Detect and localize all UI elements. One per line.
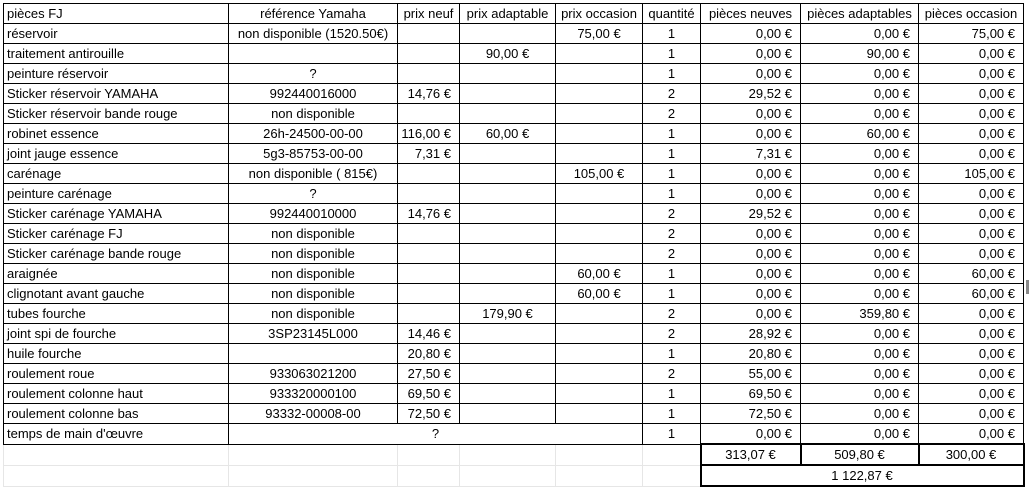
cell-total-new[interactable]: 7,31 € bbox=[701, 144, 801, 164]
cell-price-new[interactable]: 20,80 € bbox=[398, 344, 460, 364]
cell-total-used[interactable]: 0,00 € bbox=[919, 244, 1024, 264]
cell-total-new[interactable]: 0,00 € bbox=[701, 244, 801, 264]
cell-quantity[interactable]: 1 bbox=[643, 264, 701, 284]
cell-price-new[interactable] bbox=[398, 284, 460, 304]
cell-total-used[interactable]: 105,00 € bbox=[919, 164, 1024, 184]
cell-total-used[interactable]: 0,00 € bbox=[919, 404, 1024, 424]
cell-total-used[interactable]: 0,00 € bbox=[919, 364, 1024, 384]
cell-reference[interactable]: non disponible bbox=[229, 304, 398, 324]
cell-total-new[interactable]: 29,52 € bbox=[701, 204, 801, 224]
table-row bbox=[4, 264, 1024, 284]
cell-total-new[interactable]: 0,00 € bbox=[701, 284, 801, 304]
cell-total-adapt[interactable]: 0,00 € bbox=[801, 424, 919, 445]
cell-reference[interactable]: non disponible bbox=[229, 224, 398, 244]
cell-price-used[interactable]: 75,00 € bbox=[556, 24, 643, 44]
cell-price-new[interactable]: 14,46 € bbox=[398, 324, 460, 344]
cell-total-new[interactable]: 0,00 € bbox=[701, 224, 801, 244]
cell-reference[interactable]: 992440016000 bbox=[229, 84, 398, 104]
cell-quantity[interactable]: 1 bbox=[643, 44, 701, 64]
cell-total-adapt[interactable]: 0,00 € bbox=[801, 344, 919, 364]
cell-quantity[interactable]: 1 bbox=[643, 404, 701, 424]
cell-total-used[interactable]: 0,00 € bbox=[919, 64, 1024, 84]
cell-total-adapt[interactable]: 0,00 € bbox=[801, 84, 919, 104]
empty-cell[interactable] bbox=[398, 465, 460, 486]
cell-total-adapt[interactable]: 0,00 € bbox=[801, 324, 919, 344]
cell-quantity[interactable]: 2 bbox=[643, 84, 701, 104]
empty-cell[interactable] bbox=[460, 465, 556, 486]
cell-total-used[interactable]: 0,00 € bbox=[919, 424, 1024, 445]
cell-quantity[interactable]: 2 bbox=[643, 304, 701, 324]
cell-piece[interactable]: peinture carénage bbox=[4, 184, 229, 204]
cell-piece[interactable]: roulement colonne bas bbox=[4, 404, 229, 424]
cell-price-adapt[interactable] bbox=[460, 64, 556, 84]
cell-total-new[interactable]: 69,50 € bbox=[701, 384, 801, 404]
cell-piece[interactable]: Sticker carénage YAMAHA bbox=[4, 204, 229, 224]
cell-price-adapt[interactable]: 60,00 € bbox=[460, 124, 556, 144]
cell-quantity[interactable]: 1 bbox=[643, 24, 701, 44]
cell-price-new[interactable] bbox=[398, 24, 460, 44]
cell-quantity[interactable]: 1 bbox=[643, 424, 701, 445]
cell-reference[interactable]: non disponible (1520.50€) bbox=[229, 24, 398, 44]
total-new-sum[interactable]: 313,07 € bbox=[701, 444, 801, 465]
cell-price-new[interactable] bbox=[398, 104, 460, 124]
cell-price-adapt[interactable] bbox=[460, 284, 556, 304]
empty-cell[interactable] bbox=[398, 444, 460, 465]
cell-price-adapt[interactable] bbox=[460, 264, 556, 284]
table-row bbox=[4, 184, 1024, 204]
cell-reference[interactable]: 26h-24500-00-00 bbox=[229, 124, 398, 144]
cell-reference[interactable]: 93332-00008-00 bbox=[229, 404, 398, 424]
cell-price-new[interactable]: 116,00 € bbox=[398, 124, 460, 144]
cell-total-used[interactable]: 0,00 € bbox=[919, 304, 1024, 324]
cell-price-new[interactable] bbox=[398, 304, 460, 324]
table-row bbox=[4, 104, 1024, 124]
cell-price-used[interactable] bbox=[556, 144, 643, 164]
cell-total-used[interactable]: 75,00 € bbox=[919, 24, 1024, 44]
cell-price-new[interactable]: 72,50 € bbox=[398, 404, 460, 424]
cell-reference[interactable]: 933063021200 bbox=[229, 364, 398, 384]
cell-quantity[interactable]: 1 bbox=[643, 184, 701, 204]
cell-reference[interactable]: non disponible bbox=[229, 284, 398, 304]
cell-total-adapt[interactable]: 60,00 € bbox=[801, 124, 919, 144]
cell-total-new[interactable]: 0,00 € bbox=[701, 164, 801, 184]
cell-total-adapt[interactable]: 359,80 € bbox=[801, 304, 919, 324]
cell-price-adapt[interactable] bbox=[460, 24, 556, 44]
empty-cell[interactable] bbox=[4, 465, 229, 486]
cell-price-used[interactable]: 105,00 € bbox=[556, 164, 643, 184]
cell-total-used[interactable]: 0,00 € bbox=[919, 384, 1024, 404]
cell-piece[interactable]: roulement roue bbox=[4, 364, 229, 384]
cell-price-used[interactable] bbox=[556, 304, 643, 324]
cell-price-used[interactable] bbox=[556, 364, 643, 384]
cell-price-new[interactable] bbox=[398, 184, 460, 204]
total-used-sum[interactable]: 300,00 € bbox=[919, 444, 1024, 465]
grand-total-sum[interactable]: 1 122,87 € bbox=[701, 465, 1024, 486]
cell-total-adapt[interactable]: 0,00 € bbox=[801, 24, 919, 44]
cell-reference[interactable]: 933320000100 bbox=[229, 384, 398, 404]
cell-price-used[interactable] bbox=[556, 404, 643, 424]
cell-total-adapt[interactable]: 0,00 € bbox=[801, 204, 919, 224]
header-price-new[interactable]: prix neuf bbox=[398, 4, 460, 24]
table-row bbox=[4, 124, 1024, 144]
cell-quantity[interactable]: 1 bbox=[643, 164, 701, 184]
cell-price-adapt[interactable]: 90,00 € bbox=[460, 44, 556, 64]
cell-quantity[interactable]: 2 bbox=[643, 204, 701, 224]
cell-price-new[interactable] bbox=[398, 64, 460, 84]
header-price-adapt[interactable]: prix adaptable bbox=[460, 4, 556, 24]
cell-price-new[interactable] bbox=[398, 164, 460, 184]
cell-total-new[interactable]: 0,00 € bbox=[701, 44, 801, 64]
cell-price-new[interactable]: 14,76 € bbox=[398, 204, 460, 224]
cell-total-used[interactable]: 60,00 € bbox=[919, 264, 1024, 284]
cell-price-used[interactable] bbox=[556, 184, 643, 204]
cell-total-new[interactable]: 0,00 € bbox=[701, 64, 801, 84]
total-adapt-sum[interactable]: 509,80 € bbox=[801, 444, 919, 465]
header-quantity[interactable]: quantité bbox=[643, 4, 701, 24]
cell-price-adapt[interactable]: 179,90 € bbox=[460, 304, 556, 324]
cell-quantity[interactable]: 2 bbox=[643, 324, 701, 344]
cell-piece[interactable]: tubes fourche bbox=[4, 304, 229, 324]
table-row bbox=[4, 404, 1024, 424]
table-row bbox=[4, 144, 1024, 164]
cell-piece[interactable]: joint jauge essence bbox=[4, 144, 229, 164]
table-row bbox=[4, 304, 1024, 324]
cell-quantity[interactable]: 1 bbox=[643, 124, 701, 144]
cell-price-new[interactable]: 69,50 € bbox=[398, 384, 460, 404]
cell-total-adapt[interactable]: 0,00 € bbox=[801, 164, 919, 184]
cell-total-adapt[interactable]: 0,00 € bbox=[801, 144, 919, 164]
cell-total-adapt[interactable]: 0,00 € bbox=[801, 264, 919, 284]
cell-total-used[interactable]: 0,00 € bbox=[919, 204, 1024, 224]
cell-total-adapt[interactable]: 0,00 € bbox=[801, 104, 919, 124]
cell-total-used[interactable]: 0,00 € bbox=[919, 44, 1024, 64]
cell-quantity[interactable]: 2 bbox=[643, 104, 701, 124]
header-price-used[interactable]: prix occasion bbox=[556, 4, 643, 24]
cell-total-adapt[interactable]: 0,00 € bbox=[801, 384, 919, 404]
table-row bbox=[4, 44, 1024, 64]
cell-price-new[interactable]: 27,50 € bbox=[398, 364, 460, 384]
table-row bbox=[4, 164, 1024, 184]
cell-reference[interactable]: 5g3-85753-00-00 bbox=[229, 144, 398, 164]
cell-piece[interactable]: joint spi de fourche bbox=[4, 324, 229, 344]
cell-price-adapt[interactable] bbox=[460, 84, 556, 104]
cell-total-new[interactable]: 20,80 € bbox=[701, 344, 801, 364]
cell-total-adapt[interactable]: 0,00 € bbox=[801, 64, 919, 84]
cell-reference[interactable]: 992440010000 bbox=[229, 204, 398, 224]
cell-price-used[interactable] bbox=[556, 44, 643, 64]
cell-price-adapt[interactable] bbox=[460, 364, 556, 384]
empty-cell[interactable] bbox=[643, 465, 701, 486]
cell-total-used[interactable]: 0,00 € bbox=[919, 124, 1024, 144]
cell-reference[interactable]: non disponible bbox=[229, 264, 398, 284]
empty-cell[interactable] bbox=[229, 465, 398, 486]
cell-piece[interactable]: Sticker carénage bande rouge bbox=[4, 244, 229, 264]
cell-price-used[interactable]: 60,00 € bbox=[556, 284, 643, 304]
cell-total-used[interactable]: 60,00 € bbox=[919, 284, 1024, 304]
table-row bbox=[4, 284, 1024, 304]
cell-piece[interactable]: traitement antirouille bbox=[4, 44, 229, 64]
cell-total-used[interactable]: 0,00 € bbox=[919, 344, 1024, 364]
cell-total-used[interactable]: 0,00 € bbox=[919, 104, 1024, 124]
cell-total-new[interactable]: 0,00 € bbox=[701, 304, 801, 324]
cell-price-adapt[interactable] bbox=[460, 244, 556, 264]
cell-total-new[interactable]: 0,00 € bbox=[701, 124, 801, 144]
header-piece[interactable]: pièces FJ bbox=[4, 4, 229, 24]
header-total-new[interactable]: pièces neuves bbox=[701, 4, 801, 24]
cell-price-used[interactable] bbox=[556, 384, 643, 404]
cell-piece[interactable]: réservoir bbox=[4, 24, 229, 44]
cell-price-used[interactable] bbox=[556, 104, 643, 124]
cell-total-used[interactable]: 0,00 € bbox=[919, 144, 1024, 164]
table-row bbox=[4, 224, 1024, 244]
header-reference[interactable]: référence Yamaha bbox=[229, 4, 398, 24]
empty-cell[interactable] bbox=[556, 465, 643, 486]
cell-price-new[interactable] bbox=[398, 244, 460, 264]
table-row bbox=[4, 344, 1024, 364]
cell-price-used[interactable] bbox=[556, 84, 643, 104]
cell-price-adapt[interactable] bbox=[460, 344, 556, 364]
cell-reference[interactable]: ? bbox=[229, 184, 398, 204]
empty-cell[interactable] bbox=[4, 444, 229, 465]
cell-price-used[interactable] bbox=[556, 64, 643, 84]
cell-price-new[interactable] bbox=[398, 224, 460, 244]
totals-row bbox=[4, 444, 1024, 465]
empty-cell[interactable] bbox=[460, 444, 556, 465]
cell-total-adapt[interactable]: 0,00 € bbox=[801, 404, 919, 424]
table-row bbox=[4, 24, 1024, 44]
cell-price-used[interactable] bbox=[556, 124, 643, 144]
header-row bbox=[4, 4, 1024, 24]
cell-price-new[interactable]: 7,31 € bbox=[398, 144, 460, 164]
empty-cell[interactable] bbox=[556, 444, 643, 465]
cell-piece[interactable]: roulement colonne haut bbox=[4, 384, 229, 404]
cell-reference[interactable]: non disponible bbox=[229, 104, 398, 124]
cell-price-adapt[interactable] bbox=[460, 184, 556, 204]
cell-price-adapt[interactable] bbox=[460, 104, 556, 124]
cell-labor-value[interactable]: ? bbox=[229, 424, 643, 445]
cell-total-adapt[interactable]: 0,00 € bbox=[801, 364, 919, 384]
cell-total-adapt[interactable]: 90,00 € bbox=[801, 44, 919, 64]
cell-quantity[interactable]: 2 bbox=[643, 244, 701, 264]
cell-reference[interactable]: non disponible bbox=[229, 244, 398, 264]
table-row bbox=[4, 64, 1024, 84]
table-row bbox=[4, 244, 1024, 264]
cell-quantity[interactable]: 1 bbox=[643, 344, 701, 364]
cell-piece[interactable]: araignée bbox=[4, 264, 229, 284]
cell-piece[interactable]: robinet essence bbox=[4, 124, 229, 144]
table-row bbox=[4, 204, 1024, 224]
cell-total-used[interactable]: 0,00 € bbox=[919, 224, 1024, 244]
header-total-adapt[interactable]: pièces adaptables bbox=[801, 4, 919, 24]
cell-price-new[interactable] bbox=[398, 264, 460, 284]
cell-total-new[interactable]: 28,92 € bbox=[701, 324, 801, 344]
header-total-used[interactable]: pièces occasion bbox=[919, 4, 1024, 24]
cell-piece[interactable]: Sticker réservoir YAMAHA bbox=[4, 84, 229, 104]
cell-reference[interactable]: non disponible ( 815€) bbox=[229, 164, 398, 184]
cell-price-adapt[interactable] bbox=[460, 164, 556, 184]
cell-price-used[interactable] bbox=[556, 204, 643, 224]
table-row bbox=[4, 324, 1024, 344]
cell-quantity[interactable]: 1 bbox=[643, 64, 701, 84]
cell-price-adapt[interactable] bbox=[460, 224, 556, 244]
grand-total-row bbox=[4, 465, 1024, 486]
cell-total-adapt[interactable]: 0,00 € bbox=[801, 244, 919, 264]
cell-total-used[interactable]: 0,00 € bbox=[919, 84, 1024, 104]
cell-reference[interactable] bbox=[229, 344, 398, 364]
cell-price-adapt[interactable] bbox=[460, 404, 556, 424]
empty-cell[interactable] bbox=[229, 444, 398, 465]
cell-price-used[interactable] bbox=[556, 344, 643, 364]
cell-total-new[interactable]: 0,00 € bbox=[701, 264, 801, 284]
cell-total-new[interactable]: 0,00 € bbox=[701, 24, 801, 44]
cell-price-new[interactable] bbox=[398, 44, 460, 64]
cell-quantity[interactable]: 1 bbox=[643, 284, 701, 304]
cell-total-adapt[interactable]: 0,00 € bbox=[801, 184, 919, 204]
cell-reference[interactable]: ? bbox=[229, 64, 398, 84]
cell-price-adapt[interactable] bbox=[460, 324, 556, 344]
cell-piece[interactable]: Sticker réservoir bande rouge bbox=[4, 104, 229, 124]
cell-reference[interactable] bbox=[229, 44, 398, 64]
cell-price-adapt[interactable] bbox=[460, 144, 556, 164]
cell-price-adapt[interactable] bbox=[460, 204, 556, 224]
cell-quantity[interactable]: 1 bbox=[643, 144, 701, 164]
table-row bbox=[4, 84, 1024, 104]
cell-piece[interactable]: Sticker carénage FJ bbox=[4, 224, 229, 244]
cell-total-used[interactable]: 0,00 € bbox=[919, 184, 1024, 204]
cell-piece[interactable]: carénage bbox=[4, 164, 229, 184]
cell-total-used[interactable]: 0,00 € bbox=[919, 324, 1024, 344]
cell-piece[interactable]: clignotant avant gauche bbox=[4, 284, 229, 304]
table-row bbox=[4, 364, 1024, 384]
cell-total-new[interactable]: 72,50 € bbox=[701, 404, 801, 424]
cell-reference[interactable]: 3SP23145L000 bbox=[229, 324, 398, 344]
table-row bbox=[4, 384, 1024, 404]
cell-price-used[interactable]: 60,00 € bbox=[556, 264, 643, 284]
cell-piece[interactable]: peinture réservoir bbox=[4, 64, 229, 84]
cell-total-new[interactable]: 55,00 € bbox=[701, 364, 801, 384]
cell-total-new[interactable]: 29,52 € bbox=[701, 84, 801, 104]
cell-quantity[interactable]: 2 bbox=[643, 224, 701, 244]
cell-price-used[interactable] bbox=[556, 324, 643, 344]
cell-price-adapt[interactable] bbox=[460, 384, 556, 404]
empty-cell[interactable] bbox=[643, 444, 701, 465]
cell-piece[interactable]: temps de main d'œuvre bbox=[4, 424, 229, 445]
cell-total-adapt[interactable]: 0,00 € bbox=[801, 224, 919, 244]
cell-price-used[interactable] bbox=[556, 224, 643, 244]
cell-total-adapt[interactable]: 0,00 € bbox=[801, 284, 919, 304]
cell-total-new[interactable]: 0,00 € bbox=[701, 184, 801, 204]
cell-price-new[interactable]: 14,76 € bbox=[398, 84, 460, 104]
cell-total-new[interactable]: 0,00 € bbox=[701, 424, 801, 445]
parts-cost-table bbox=[3, 3, 1025, 487]
cell-total-new[interactable]: 0,00 € bbox=[701, 104, 801, 124]
cell-piece[interactable]: huile fourche bbox=[4, 344, 229, 364]
cell-quantity[interactable]: 1 bbox=[643, 384, 701, 404]
cell-quantity[interactable]: 2 bbox=[643, 364, 701, 384]
labor-row bbox=[4, 424, 1024, 445]
cell-price-used[interactable] bbox=[556, 244, 643, 264]
